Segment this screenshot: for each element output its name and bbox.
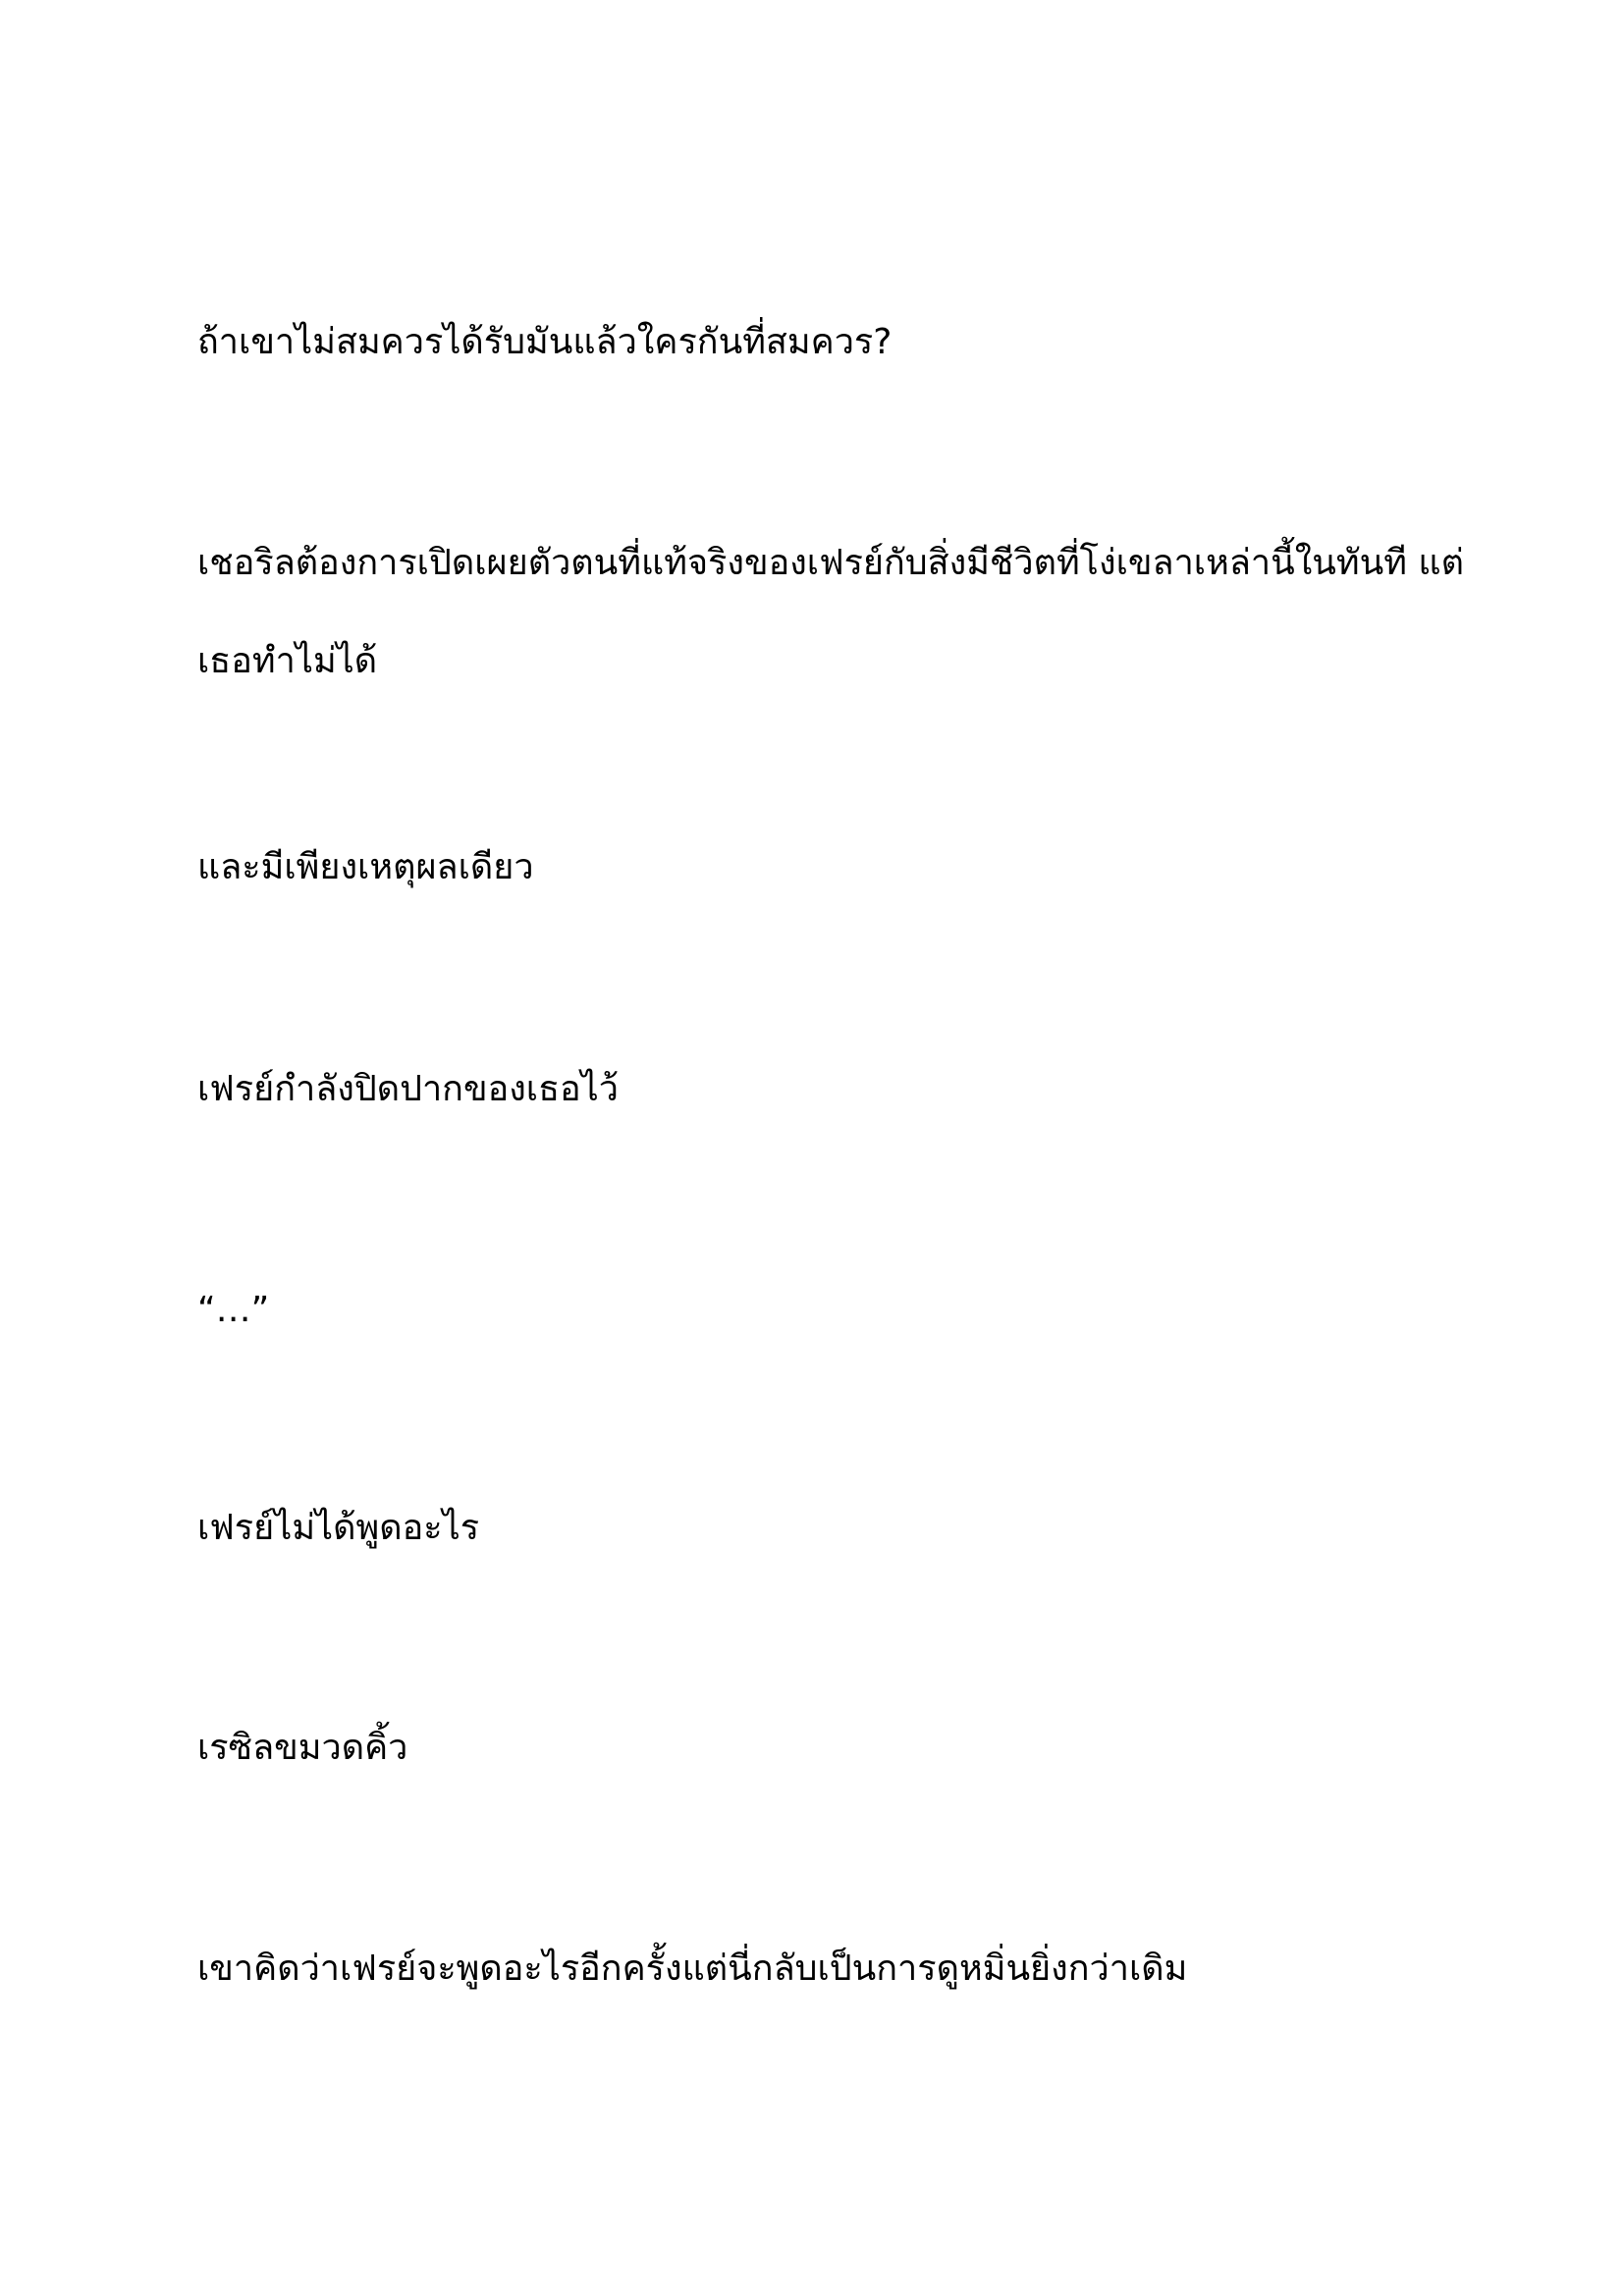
paragraph-4-text: เฟรย์กำลังปิดปากของเธอไว้ [197,1069,619,1109]
paragraph-1-text: ถ้าเขาไม่สมควรได้รับมันแล้วใครกันที่สมควร? [197,322,893,362]
paragraph-7 [197,1699,1435,1797]
paragraph-4 [197,1041,1435,1139]
paragraph-6 [197,1479,1435,1577]
paragraph-8-text: เขาคิดว่าเฟรย์จะพูดอะไรอีกครั้งแต่นี่กลับเป็นการดูหมิ่นยิ่งกว่าเดิม [197,1949,1188,1989]
paragraph-5 [197,1261,1435,1360]
paragraph-5-text: “…” [197,1290,270,1330]
paragraph-3-text: และมีเพียงเหตุผลเดียว [197,847,534,887]
paragraph-7-text: เรซิลขมวดคิ้ว [197,1728,408,1768]
paragraph-1 [197,294,1435,392]
paragraph-3 [197,819,1435,917]
paragraph-6-text: เฟรย์ไม่ได้พูดอะไร [197,1508,480,1548]
paragraph-2-line-2: เธอทำไม่ได้ [197,641,378,681]
paragraph-2 [197,514,1464,711]
paragraph-8 [197,1920,1435,2018]
paragraph-2-line-1: เชอริลต้องการเปิดเผยตัวตนที่แท้จริงของเฟรย์กับสิ่งมีชีวิตที่โง่เขลาเหล่านี้ในทันที แต่ [197,543,1464,583]
